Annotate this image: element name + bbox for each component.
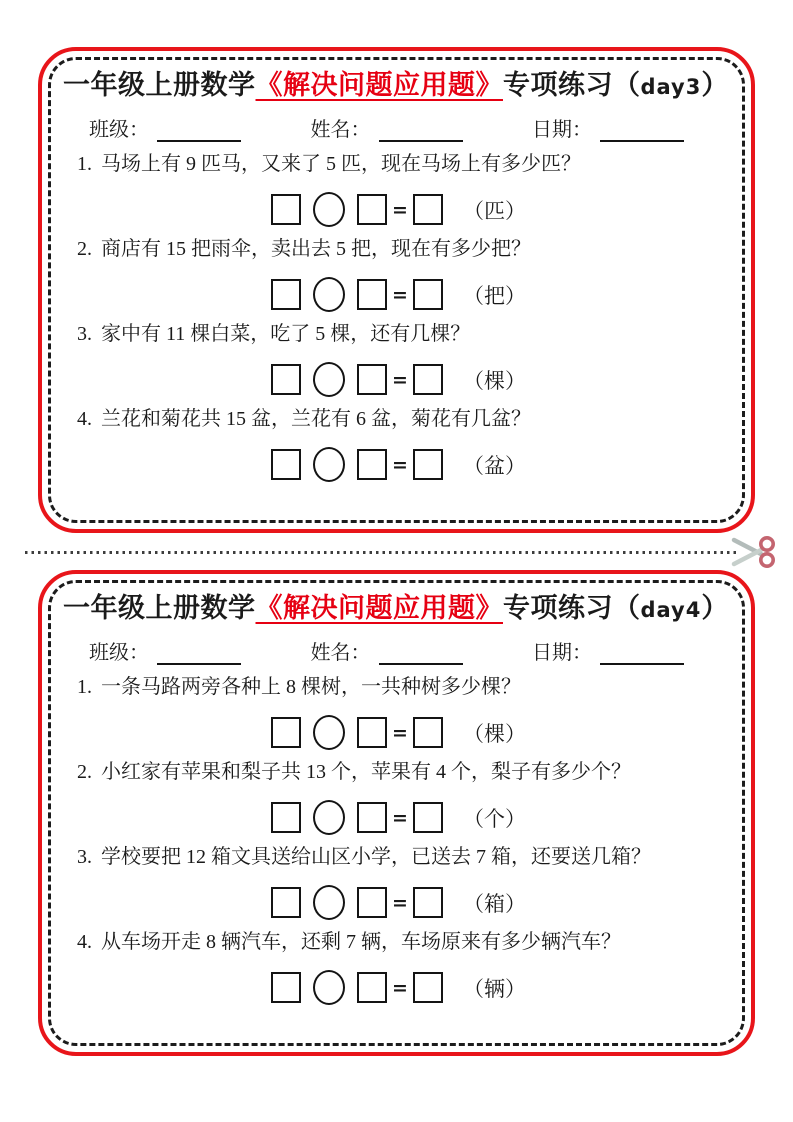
- equation-row: [59, 800, 732, 835]
- problem-statement: 一条马路两旁各种上 8 棵树，一共种树多少棵？: [101, 676, 521, 699]
- equation-row: [59, 362, 732, 397]
- title-highlight: 《解决问题应用题》: [255, 70, 503, 100]
- problem-number: 1.: [77, 676, 92, 699]
- problem-item: [59, 236, 732, 312]
- answer-box: [271, 279, 301, 310]
- equals-sign: =: [392, 368, 408, 391]
- class-label: 班级：: [89, 119, 149, 142]
- title-day-close: ）: [701, 593, 729, 623]
- problem-statement: 从车场开走 8 辆汽车，还剩 7 辆，车场原来有多少辆汽车？: [101, 931, 621, 954]
- equation-row: [59, 192, 732, 227]
- unit-label: （棵）: [462, 368, 526, 393]
- problem-text: [59, 151, 732, 177]
- class-blank-line: [157, 641, 241, 665]
- problem-text: [59, 759, 732, 785]
- equals-sign: =: [392, 976, 408, 999]
- problem-item: [59, 151, 732, 227]
- card-inner-border: [48, 57, 745, 523]
- title-day-label: day3: [640, 75, 702, 99]
- class-label: 班级：: [89, 642, 149, 665]
- title-prefix: 一年级上册数学: [63, 70, 256, 100]
- problem-item: [59, 674, 732, 750]
- date-label: 日期：: [532, 642, 592, 665]
- class-field: [89, 636, 241, 665]
- unit-label: （个）: [462, 806, 526, 831]
- equals-sign: =: [392, 198, 408, 221]
- unit-label: （匹）: [462, 198, 526, 223]
- problem-statement: 商店有 15 把雨伞，卖出去 5 把，现在有多少把？: [101, 238, 531, 261]
- answer-box: [357, 279, 387, 310]
- operator-circle: [313, 277, 345, 312]
- problem-statement: 家中有 11 棵白菜，吃了 5 棵，还有几棵？: [101, 323, 471, 346]
- date-blank-line: [600, 118, 684, 142]
- equation-row: [59, 970, 732, 1005]
- meta-row: [59, 636, 732, 665]
- answer-box: [271, 802, 301, 833]
- answer-box: [357, 449, 387, 480]
- equals-sign: =: [392, 806, 408, 829]
- name-label: 姓名：: [310, 642, 371, 665]
- problem-text: [59, 321, 732, 347]
- cut-line: [0, 541, 793, 563]
- title-prefix: 一年级上册数学: [63, 593, 256, 623]
- name-field: [311, 113, 463, 142]
- meta-row: [59, 113, 732, 142]
- answer-box: [357, 717, 387, 748]
- worksheet-card-day3: [38, 47, 755, 533]
- problem-number: 1.: [77, 153, 92, 176]
- problem-statement: 马场上有 9 匹马，又来了 5 匹，现在马场上有多少匹？: [101, 153, 581, 176]
- operator-circle: [313, 447, 345, 482]
- title-day-close: ）: [701, 70, 729, 100]
- title-highlight: 《解决问题应用题》: [255, 593, 503, 623]
- name-label: 姓名：: [310, 119, 371, 142]
- answer-box: [413, 364, 443, 395]
- problem-text: [59, 406, 732, 432]
- problem-number: 4.: [77, 931, 92, 954]
- equals-sign: =: [392, 283, 408, 306]
- problem-statement: 小红家有苹果和梨子共 13 个，苹果有 4 个，梨子有多少个？: [101, 761, 631, 784]
- equation-row: [59, 715, 732, 750]
- problem-text: [59, 236, 732, 262]
- problem-item: [59, 929, 732, 1005]
- answer-box: [357, 887, 387, 918]
- answer-box: [271, 972, 301, 1003]
- operator-circle: [313, 970, 345, 1005]
- problem-statement: 学校要把 12 箱文具送给山区小学，已送去 7 箱，还要送几箱？: [101, 846, 651, 869]
- answer-box: [413, 449, 443, 480]
- equation-row: [59, 277, 732, 312]
- problem-item: [59, 321, 732, 397]
- equation-row: [59, 885, 732, 920]
- unit-label: （箱）: [462, 891, 526, 916]
- answer-box: [271, 449, 301, 480]
- unit-label: （盆）: [462, 453, 526, 478]
- problem-text: [59, 844, 732, 870]
- operator-circle: [313, 715, 345, 750]
- answer-box: [413, 887, 443, 918]
- answer-box: [357, 802, 387, 833]
- problem-number: 3.: [77, 846, 92, 869]
- problem-statement: 兰花和菊花共 15 盆，兰花有 6 盆，菊花有几盆？: [101, 408, 531, 431]
- problem-number: 2.: [77, 761, 92, 784]
- date-field: [532, 636, 684, 665]
- worksheet-card-day4: [38, 570, 755, 1056]
- answer-box: [271, 194, 301, 225]
- class-blank-line: [157, 118, 241, 142]
- name-field: [311, 636, 463, 665]
- scissors-icon: [731, 534, 777, 570]
- answer-box: [413, 972, 443, 1003]
- date-field: [532, 113, 684, 142]
- problem-text: [59, 674, 732, 700]
- problem-item: [59, 844, 732, 920]
- problem-number: 2.: [77, 238, 92, 261]
- unit-label: （棵）: [462, 721, 526, 746]
- equals-sign: =: [392, 453, 408, 476]
- name-blank-line: [379, 118, 463, 142]
- answer-box: [413, 802, 443, 833]
- date-label: 日期：: [532, 119, 592, 142]
- title-day-open: （: [613, 70, 641, 100]
- card-inner-border: [48, 580, 745, 1046]
- equals-sign: =: [392, 891, 408, 914]
- operator-circle: [313, 362, 345, 397]
- answer-box: [413, 279, 443, 310]
- title-day-label: day4: [640, 598, 702, 622]
- answer-box: [357, 364, 387, 395]
- title-suffix: 专项练习: [503, 593, 613, 623]
- unit-label: （把）: [462, 283, 526, 308]
- equals-sign: =: [392, 721, 408, 744]
- problem-text: [59, 929, 732, 955]
- name-blank-line: [379, 641, 463, 665]
- operator-circle: [313, 800, 345, 835]
- answer-box: [271, 717, 301, 748]
- answer-box: [271, 887, 301, 918]
- problem-item: [59, 406, 732, 482]
- dotted-cut-line: [25, 551, 737, 554]
- class-field: [89, 113, 241, 142]
- worksheet-title: [63, 68, 732, 103]
- title-suffix: 专项练习: [503, 70, 613, 100]
- answer-box: [271, 364, 301, 395]
- title-day-open: （: [613, 593, 641, 623]
- problem-number: 3.: [77, 323, 92, 346]
- answer-box: [413, 717, 443, 748]
- operator-circle: [313, 885, 345, 920]
- problem-item: [59, 759, 732, 835]
- unit-label: （辆）: [462, 976, 526, 1001]
- problem-number: 4.: [77, 408, 92, 431]
- answer-box: [357, 972, 387, 1003]
- operator-circle: [313, 192, 345, 227]
- equation-row: [59, 447, 732, 482]
- answer-box: [357, 194, 387, 225]
- worksheet-title: [63, 591, 732, 626]
- answer-box: [413, 194, 443, 225]
- date-blank-line: [600, 641, 684, 665]
